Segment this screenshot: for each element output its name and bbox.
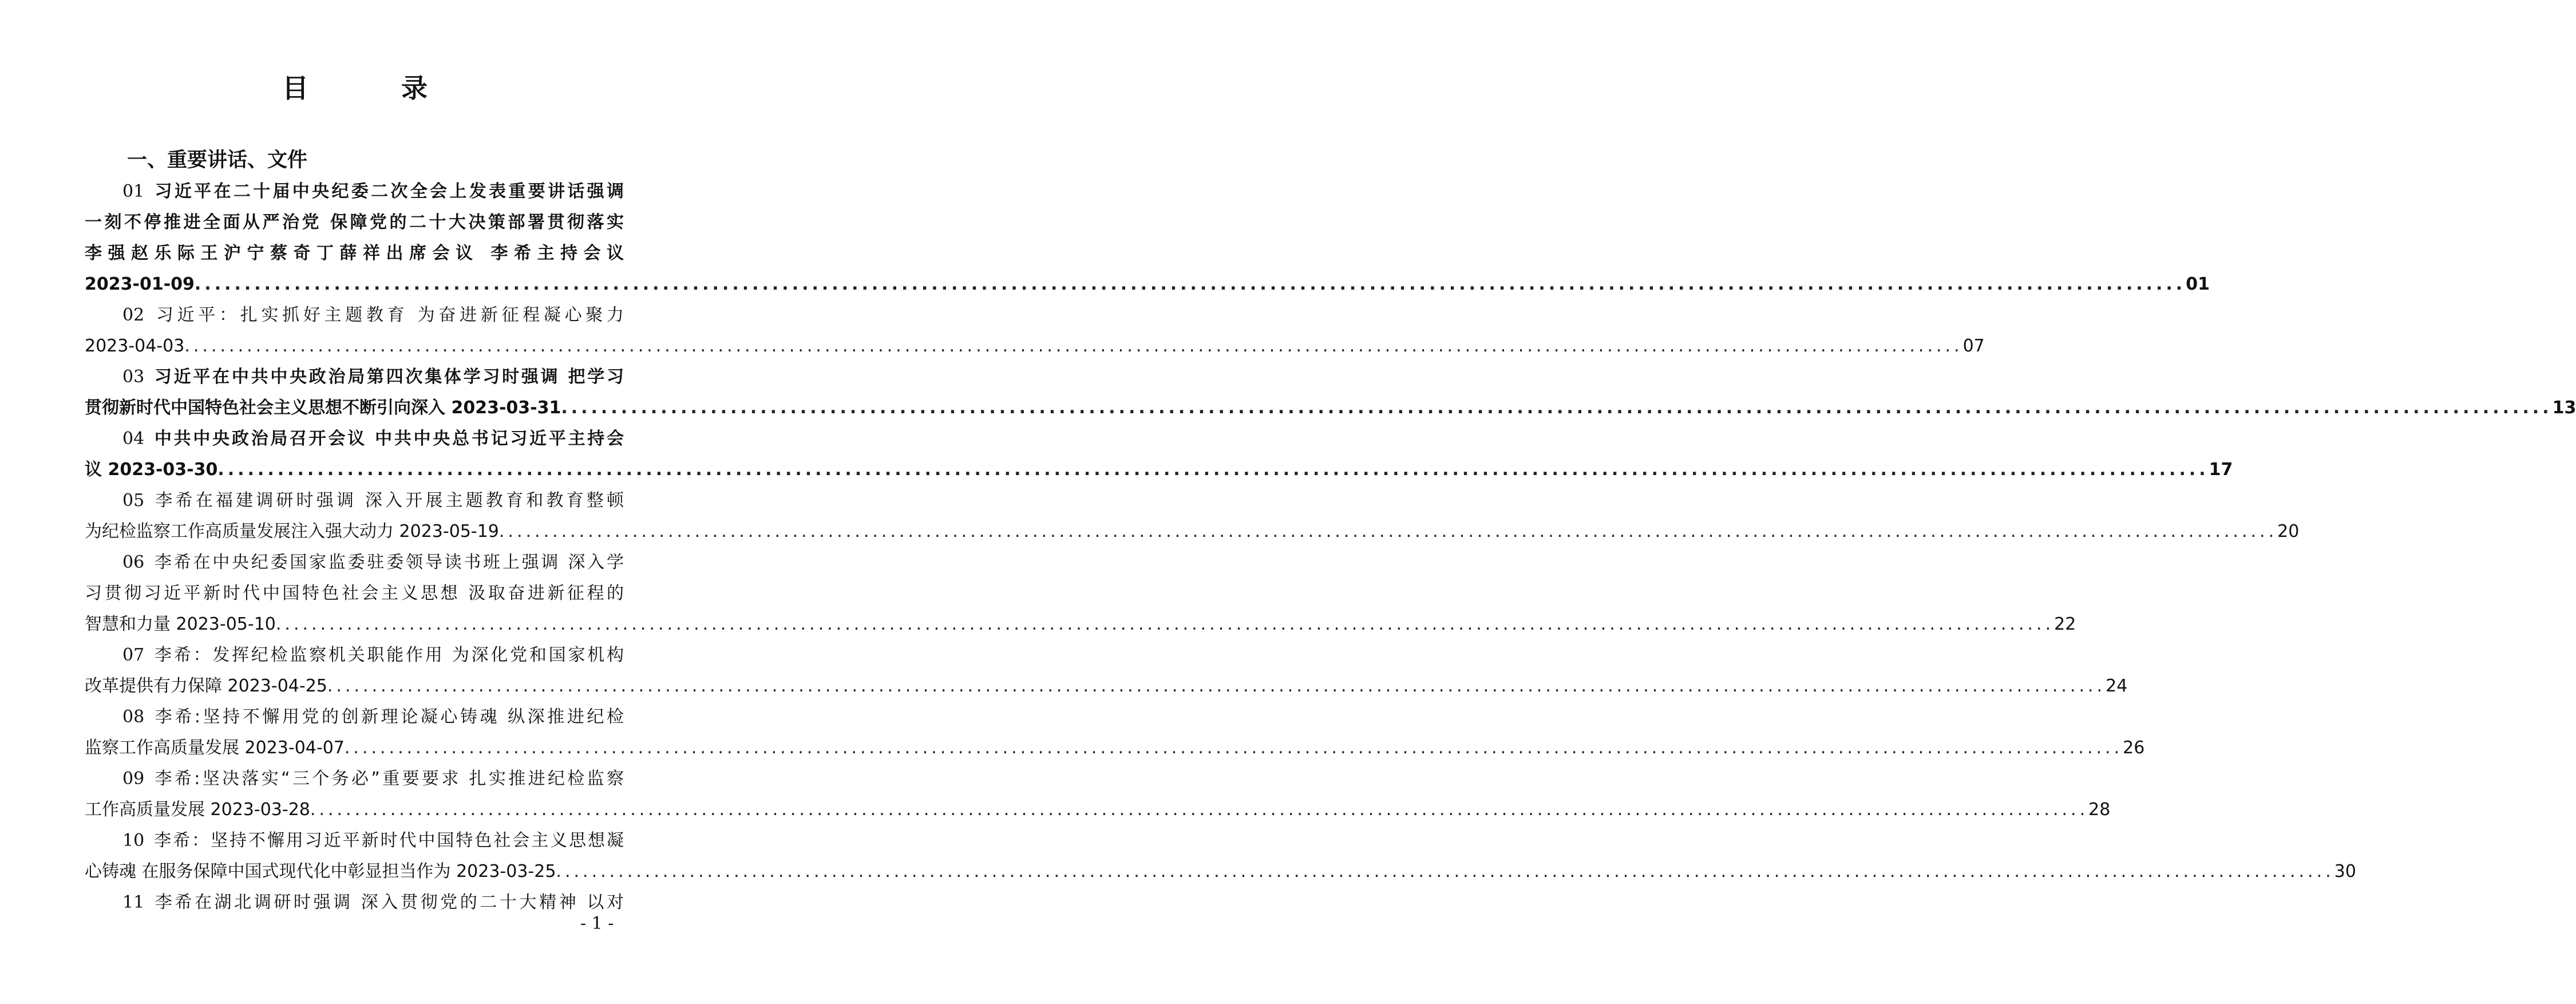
toc-leader-dots: ........................................................................................................................................................................................................ — [556, 861, 2334, 882]
toc-entry[interactable] — [85, 424, 2233, 485]
toc-entry-number: 03 — [122, 367, 145, 387]
toc-list — [85, 176, 2576, 918]
toc-entry-text: 李希在湖北调研时强调 深入贯彻党的二十大精神 以对 — [152, 892, 624, 912]
toc-entry[interactable] — [85, 176, 2210, 300]
toc-leader-dots: ........................................................................................................................................................................................................ — [344, 738, 2123, 758]
toc-entry-text: 习近平在二十届中央纪委二次全会上发表重要讲话强调 — [152, 181, 624, 201]
toc-entry-text: 习近平在中共中央政治局第四次集体学习时强调 把学习 — [152, 367, 624, 387]
toc-entry-page: 07 — [1962, 336, 1985, 356]
toc-entry-page: 20 — [2277, 521, 2300, 541]
toc-leader-dots: ........................................................................................................................................................................................................ — [275, 614, 2055, 634]
toc-entry-text: 一刻不停推进全面从严治党 保障党的二十大决策部署贯彻落实 — [85, 212, 624, 232]
toc-entry-page: 28 — [2088, 800, 2111, 820]
toc-entry[interactable] — [85, 485, 2300, 547]
toc-leader-dots: ........................................................................................................................................................................................................ — [184, 336, 1963, 356]
toc-entry-page: 17 — [2209, 460, 2233, 480]
toc-entry-last-line — [85, 671, 2128, 702]
toc-entry-last-line — [85, 269, 2210, 300]
toc-leader-dots: ........................................................................................................................................................................................................ — [561, 398, 2553, 418]
toc-entry-page: 24 — [2106, 676, 2128, 696]
toc-entry-text: 李希：坚持不懈用习近平新时代中国特色社会主义思想凝 — [152, 831, 624, 851]
toc-leader-dots: ........................................................................................................................................................................................................ — [327, 676, 2106, 696]
toc-entry[interactable] — [85, 300, 1985, 362]
toc-entry[interactable] — [85, 640, 2128, 702]
section-heading: 一、重要讲话、文件 — [127, 149, 308, 172]
toc-entry-number: 08 — [122, 707, 145, 727]
toc-entry-date: 智慧和力量 2023-05-10 — [85, 614, 276, 634]
toc-entry-text: 李希:坚持不懈用党的创新理论凝心铸魂 纵深推进纪检 — [152, 707, 624, 727]
toc-entry-text: 习近平：扎实抓好主题教育 为奋进新征程凝心聚力 — [152, 305, 624, 325]
toc-entry-text: 李强赵乐际王沪宁蔡奇丁薛祥出席会议 李希主持会议 — [85, 243, 624, 263]
toc-entry-date: 议 2023-03-30 — [85, 460, 218, 480]
toc-entry-last-line — [85, 516, 2300, 547]
toc-entry-text: 李希：发挥纪检监察机关职能作用 为深化党和国家机构 — [152, 645, 624, 665]
toc-leader-dots: ........................................................................................................................................................................................................ — [194, 274, 2186, 294]
toc-entry-date: 改革提供有力保障 2023-04-25 — [85, 676, 327, 696]
toc-entry-number: 09 — [122, 769, 145, 789]
toc-entry-page: 30 — [2334, 861, 2356, 882]
toc-entry[interactable] — [85, 825, 2356, 887]
toc-entry-line — [85, 702, 624, 733]
toc-entry-date: 为纪检监察工作高质量发展注入强大动力 2023-05-19 — [85, 521, 499, 541]
toc-entry[interactable] — [85, 764, 2111, 825]
toc-entry-last-line — [85, 393, 2576, 424]
toc-entry-text: 李希:坚决落实“三个务必”重要要求 扎实推进纪检监察 — [152, 769, 624, 789]
toc-entry-last-line — [85, 856, 2356, 887]
toc-entry-line — [85, 640, 624, 671]
toc-leader-dots: ........................................................................................................................................................................................................ — [498, 521, 2278, 541]
page-number: - 1 - — [580, 914, 614, 934]
toc-leader-dots: ........................................................................................................................................................................................................ — [310, 800, 2089, 820]
toc-entry-line — [85, 578, 624, 609]
toc-entry-text: 习贯彻习近平新时代中国特色社会主义思想 汲取奋进新征程的 — [85, 583, 624, 603]
toc-entry-line — [85, 238, 624, 269]
toc-entry-page: 26 — [2123, 738, 2145, 758]
toc-entry-number: 07 — [122, 645, 145, 665]
toc-entry-number: 05 — [122, 491, 145, 511]
toc-entry-last-line — [85, 454, 2233, 485]
toc-entry-number: 06 — [122, 552, 145, 572]
toc-entry-number: 11 — [122, 892, 145, 912]
toc-entry-line — [85, 485, 624, 516]
toc-entry-last-line — [85, 609, 2076, 640]
toc-entry-text: 中共中央政治局召开会议 中共中央总书记习近平主持会 — [152, 429, 624, 449]
toc-entry-number: 02 — [122, 305, 145, 325]
toc-entry-line — [85, 547, 624, 578]
page-title: 目 录 — [282, 73, 461, 104]
toc-entry-line — [85, 362, 624, 393]
toc-entry[interactable] — [85, 547, 2076, 640]
toc-entry-date: 心铸魂 在服务保障中国式现代化中彰显担当作为 2023-03-25 — [85, 861, 556, 882]
toc-entry-page: 01 — [2186, 274, 2210, 294]
toc-entry-line — [85, 300, 624, 331]
toc-leader-dots: ........................................................................................................................................................................................................ — [217, 460, 2209, 480]
toc-entry-text: 李希在福建调研时强调 深入开展主题教育和教育整顿 — [152, 491, 624, 511]
toc-entry-page: 22 — [2054, 614, 2076, 634]
toc-entry-line — [85, 825, 624, 856]
toc-entry-number: 10 — [122, 831, 145, 851]
toc-entry[interactable] — [85, 887, 624, 918]
toc-entry-page: 13 — [2552, 398, 2576, 418]
toc-entry-text: 李希在中央纪委国家监委驻委领导读书班上强调 深入学 — [152, 552, 624, 572]
toc-entry-line — [85, 764, 624, 794]
toc-entry-number: 01 — [122, 181, 145, 201]
toc-entry-date: 监察工作高质量发展 2023-04-07 — [85, 738, 345, 758]
toc-entry-line — [85, 424, 624, 454]
toc-entry-last-line — [85, 794, 2111, 825]
toc-entry-date: 工作高质量发展 2023-03-28 — [85, 800, 310, 820]
toc-entry[interactable] — [85, 362, 2576, 424]
toc-entry-last-line — [85, 331, 1985, 362]
toc-entry[interactable] — [85, 702, 2145, 764]
toc-entry-line — [85, 176, 624, 207]
toc-entry-date: 2023-04-03 — [85, 336, 185, 356]
toc-entry-line — [85, 887, 624, 918]
toc-entry-date: 2023-01-09 — [85, 274, 195, 294]
toc-entry-date: 贯彻新时代中国特色社会主义思想不断引向深入 2023-03-31 — [85, 398, 561, 418]
toc-entry-number: 04 — [122, 429, 145, 449]
toc-entry-line — [85, 207, 624, 238]
toc-entry-last-line — [85, 733, 2145, 764]
